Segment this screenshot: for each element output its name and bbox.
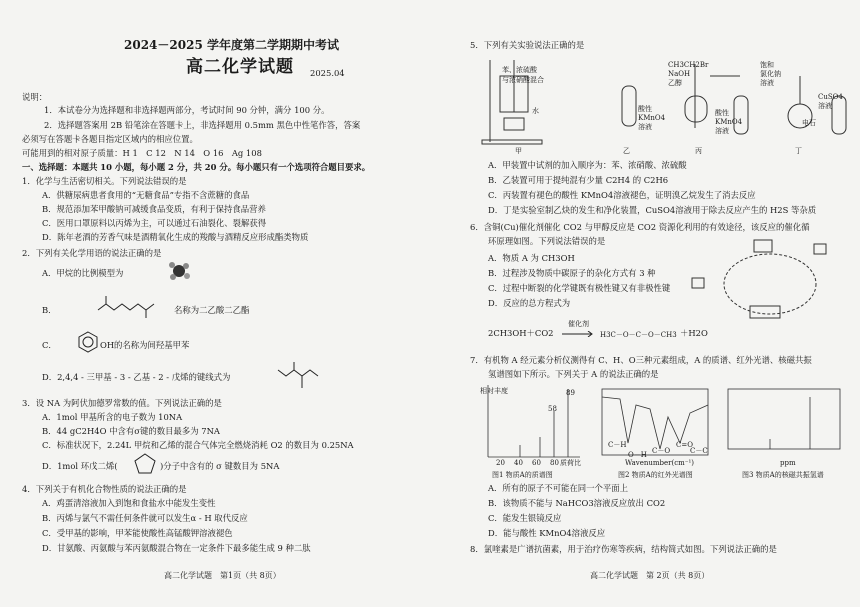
q2-option-d: D．2,4,4 - 三甲基 - 3 - 乙基 - 2 - 戊烯的键线式为 [42, 372, 231, 382]
q6-equation-left: 2CH3OH＋CO2 [488, 328, 554, 338]
q2-c-text: 的名称为间羟基甲苯 [114, 340, 190, 350]
ms-caption: 图1 物质A的质谱图 [492, 471, 553, 479]
ms-tick-60: 60 [532, 459, 541, 467]
ir-label-oh: O－H [628, 451, 647, 459]
note-1: 1．本试卷分为选择题和非选择题两部分，考试时间 90 分钟，满分 100 分。 [44, 105, 330, 115]
cyclopentadiene-image [132, 452, 158, 476]
ms-tick-80: 80 [550, 459, 559, 467]
ms-tick-20: 20 [496, 459, 505, 467]
ir-label-cc: C－C [690, 447, 708, 455]
q6-option-b: B．过程涉及物质中碳原子的杂化方式有 3 种 [488, 268, 656, 278]
q4-option-d: D．甘氨酸、丙氨酸与苯丙氨酸混合物在一定条件下最多能生成 9 种二肽 [42, 543, 311, 553]
q7-option-d: D．能与酸性 KMnO4溶液反应 [488, 528, 606, 538]
question-1: 1．化学与生活密切相关。下列说法错误的是 [22, 176, 187, 186]
diester-structure-image [94, 292, 174, 320]
q6-equation-water: ＋H2O [680, 328, 708, 338]
label-acid-mix: 苯、浓硫酸 [502, 66, 537, 74]
reaction-arrow-icon [562, 331, 594, 337]
q3-option-b: B．44 gC2H4O 中含有σ键的数目最多为 7NA [42, 426, 220, 436]
note-2a: 2．选择题答案用 2B 铅笔涂在答题卡上，非选择题用 0.5mm 黑色中性笔作答，答案 [44, 120, 361, 130]
label-saturated: 饱和 [760, 61, 774, 69]
catalytic-cycle-image [690, 236, 840, 326]
exam-title: 2024－2025 学年度第二学期期中考试 [124, 38, 339, 52]
question-6: 6．含铜(Cu)催化剂催化 CO2 与甲醇反应是 CO2 资源化利用的有效途径，该反应的催化循 [470, 222, 810, 232]
nmr-caption: 图3 物质A的核磁共振氢谱 [742, 471, 824, 479]
q5-option-d: D．丁是实验室制乙炔的发生和净化装置，CuSO4溶液用于除去反应产生的 H2S 等杂质 [488, 205, 817, 215]
label-kmno4-yi-3: 溶液 [638, 123, 652, 131]
ms-x-label: 质荷比 [560, 459, 581, 467]
exam-date: 2025.04 [310, 68, 345, 78]
question-2: 2．下列有关化学用语的说法正确的是 [22, 248, 162, 258]
label-kmno4-yi-2: KMnO4 [638, 114, 666, 122]
q7-option-c: C．能发生银镜反应 [488, 513, 562, 523]
q6-equation-condition: 催化剂 [568, 320, 589, 328]
notes-label: 说明： [22, 92, 48, 102]
cresol-ring-image [76, 330, 100, 354]
label-ethyl-bromide: CH3CH2Br [668, 61, 709, 69]
question-5: 5．下列有关实验说法正确的是 [470, 40, 585, 50]
label-acid-mix-2: 与浓硝酸混合 [502, 76, 544, 84]
label-carbide: 电石 [802, 119, 816, 127]
ir-label-ch: C－H [608, 441, 627, 449]
ms-y-label: 相对丰度 [480, 387, 508, 395]
methane-model-image [164, 260, 194, 282]
page-2 [440, 0, 850, 607]
label-kmno4-bing: 酸性 [715, 109, 729, 117]
label-naoh: NaOH [668, 70, 691, 78]
q6-option-d: D．反应的总方程式为 [488, 298, 571, 308]
label-ethanol: 乙醇 [668, 79, 682, 87]
ms-peak-89: 89 [566, 389, 575, 397]
q4-option-b: B．丙烯与氯气不需任何条件就可以发生α - H 取代反应 [42, 513, 248, 523]
q3-option-d-end: )分子中含有的 σ 键数目为 5NA [160, 461, 280, 471]
q4-option-a: A．鸡蛋清溶液加入到饱和食盐水中能发生变性 [42, 498, 216, 508]
page-2-footer: 高二化学试题 第 2页（共 8页） [590, 571, 710, 580]
q2-option-b: B． [42, 305, 57, 315]
q5-option-b: B．乙装置可用于提纯混有少量 C2H4 的 C2H6 [488, 175, 669, 185]
question-3: 3．设 NA 为阿伏加德罗常数的值。下列说法正确的是 [22, 398, 222, 408]
q1-option-a: A．供糖尿病患者食用的“无糖食品”专指不含蔗糖的食品 [42, 190, 250, 200]
q4-option-c: C．受甲基的影响，甲苯能使酸性高锰酸钾溶液褪色 [42, 528, 233, 538]
label-kmno4-yi: 酸性 [638, 105, 652, 113]
q6-option-a: A．物质 A 为 CH3OH [488, 253, 575, 263]
label-solution: 溶液 [760, 79, 774, 87]
fig-label-bing: 丙 [695, 147, 702, 155]
alkene-skeleton-image [276, 360, 322, 390]
ir-caption: 图2 物质A的红外光谱图 [618, 471, 693, 479]
ir-label-c-double-o: C=O [676, 441, 693, 449]
page-1 [14, 0, 424, 607]
nmr-x-label: ppm [780, 459, 796, 467]
label-water: 水 [532, 107, 539, 115]
q3-option-d-start: D．1mol 环戊二烯( [42, 461, 118, 471]
ir-x-label: Wavenumber(cm⁻¹) [625, 459, 695, 467]
q2-c-oh: OH [100, 340, 115, 350]
label-cuso4-sol: 溶液 [818, 102, 832, 110]
fig-label-yi: 乙 [623, 147, 630, 155]
q3-option-a: A．1mol 甲基所含的电子数为 10NA [42, 412, 183, 422]
ms-peak-58: 58 [548, 405, 557, 413]
q6-equation-product: H3C－O－C－O－CH3 [600, 331, 677, 339]
fig-label-ding: 丁 [795, 147, 802, 155]
q5-option-c: C．丙装置有褪色的酸性 KMnO4溶液褪色，证明溴乙烷发生了消去反应 [488, 190, 756, 200]
q2-b-text: 名称为二乙酸二乙酯 [174, 305, 250, 315]
label-kmno4-bing-3: 溶液 [715, 127, 729, 135]
ir-label-co: C－O [652, 447, 671, 455]
question-7-cont: 氢谱图如下所示。下列关于 A 的说法正确的是 [488, 369, 659, 379]
label-nacl: 氯化钠 [760, 70, 781, 78]
q1-option-b: B．规范添加苯甲酸钠可减缓食品变质，有利于保持食品营养 [42, 204, 266, 214]
q7-option-a: A．所有的原子不可能在同一个平面上 [488, 483, 629, 493]
q7-option-b: B．该物质不能与 NaHCO3溶液反应放出 CO2 [488, 498, 666, 508]
label-cuso4: CuSO4 [818, 93, 843, 101]
question-4: 4．下列关于有机化合物性质的说法正确的是 [22, 484, 187, 494]
ms-tick-40: 40 [514, 459, 523, 467]
label-kmno4-bing-2: KMnO4 [715, 118, 743, 126]
fig-label-jia: 甲 [515, 147, 522, 155]
q1-option-d: D．陈年老酒的芳香气味是酒精氧化生成的羧酸与酒精反应形成酯类物质 [42, 232, 309, 242]
q2-option-a: A．甲烷的比例模型为 [42, 268, 124, 278]
q6-option-c: C．过程中断裂的化学键既有极性键又有非极性键 [488, 283, 671, 293]
question-6-cont: 环原理如图。下列说法错误的是 [488, 236, 606, 246]
question-7: 7．有机物 A 经元素分析仪测得有 C、H、O三种元素组成，A 的质谱、红外光谱、核磁共振 [470, 355, 812, 365]
atomic-masses: 可能用到的相对原子质量：H 1 C 12 N 14 O 16 Ag 108 [22, 148, 262, 158]
q1-option-c: C．医用口罩原料以丙烯为主，可以通过石油裂化、裂解获得 [42, 218, 267, 228]
question-8: 8．氯喹素是广谱抗菌素，用于治疗伤寒等疾病，结构简式如图。下列说法正确的是 [470, 544, 777, 554]
q2-option-c: C． [42, 340, 57, 350]
subject-title: 高二化学试题 [186, 57, 294, 77]
section-1-heading: 一、选择题：本题共 10 小题，每小题 2 分，共 20 分。每小题只有一个选项符合题目要求。 [22, 162, 371, 172]
q3-option-c: C．标准状况下，2.24L 甲烷和乙烯的混合气体完全燃烧消耗 O2 的数目为 0.25NA [42, 440, 354, 450]
note-2b: 必须写在答题卡各题目指定区域内的相应位置。 [22, 134, 198, 144]
page-1-footer: 高二化学试题 第1页（共 8页） [164, 571, 281, 580]
q5-option-a: A．甲装置中试剂的加入顺序为：苯、浓硝酸、浓硫酸 [488, 160, 687, 170]
